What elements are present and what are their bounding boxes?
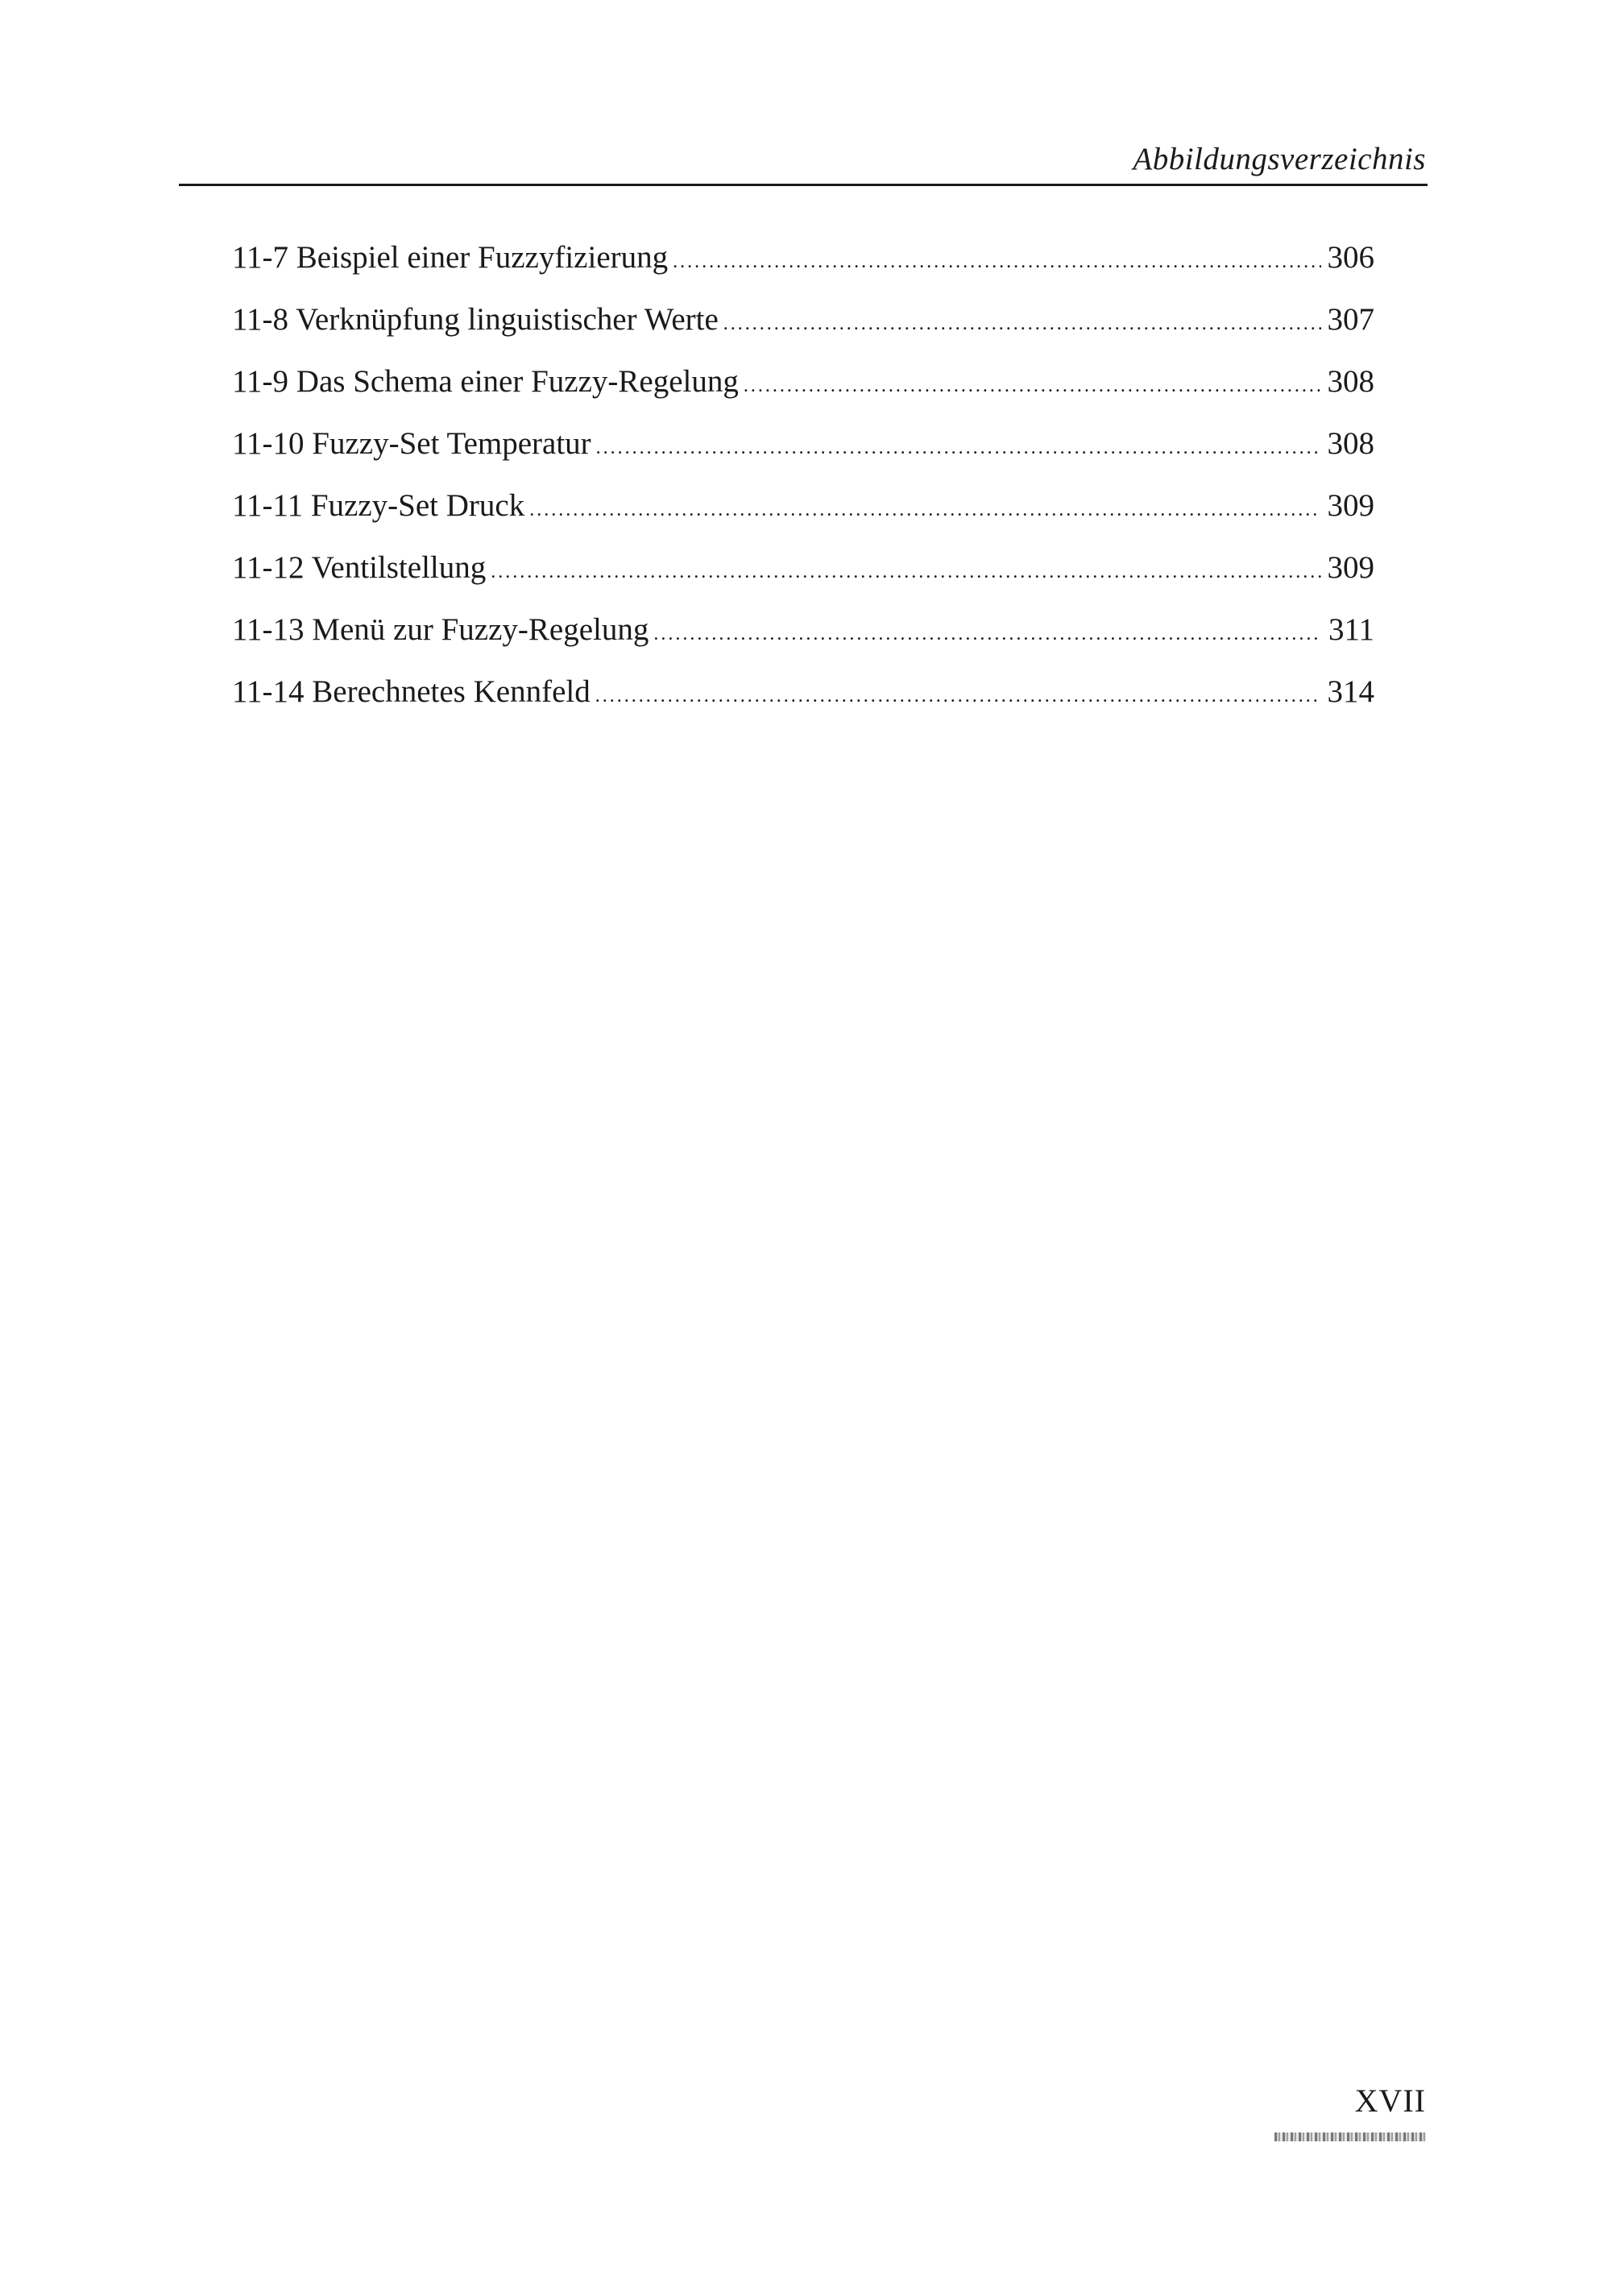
header-rule (179, 184, 1428, 186)
entry-page-number: 311 (1328, 612, 1374, 647)
dot-leader (673, 252, 1320, 271)
entry-page-number: 309 (1327, 550, 1374, 585)
page-number: XVII (1354, 2083, 1426, 2119)
entry-label: 11-8 Verknüpfung linguistischer Werte (232, 302, 719, 337)
toc-entry[interactable] (232, 614, 1374, 676)
entry-page-number: 314 (1327, 674, 1374, 709)
entry-page-number: 308 (1327, 364, 1374, 399)
dot-leader (529, 500, 1320, 520)
entry-label: 11-10 Fuzzy-Set Temperatur (232, 426, 591, 461)
toc-entry[interactable] (232, 366, 1374, 428)
entry-label: 11-7 Beispiel einer Fuzzyfizierung (232, 240, 669, 275)
dot-leader (653, 624, 1322, 644)
toc-entry[interactable] (232, 304, 1374, 366)
entry-label: 11-12 Ventilstellung (232, 550, 487, 585)
entry-label: 11-13 Menü zur Fuzzy-Regelung (232, 612, 649, 647)
entry-label: 11-14 Berechnetes Kennfeld (232, 674, 591, 709)
running-title: Abbildungsverzeichnis (1133, 142, 1426, 176)
dot-leader (744, 376, 1321, 396)
entry-page-number: 307 (1327, 302, 1374, 337)
entry-page-number: 309 (1327, 488, 1374, 523)
entry-page-number: 308 (1327, 426, 1374, 461)
scan-artifact (1274, 2132, 1426, 2141)
entry-label: 11-11 Fuzzy-Set Druck (232, 488, 525, 523)
dot-leader (491, 562, 1320, 582)
toc-entry[interactable] (232, 242, 1374, 304)
dot-leader (723, 314, 1321, 334)
toc-entry[interactable] (232, 676, 1374, 738)
entry-label: 11-9 Das Schema einer Fuzzy-Regelung (232, 364, 739, 399)
dot-leader (595, 686, 1321, 706)
toc-entry[interactable] (232, 490, 1374, 552)
entry-page-number: 306 (1327, 240, 1374, 275)
figure-list (232, 242, 1374, 738)
toc-entry[interactable] (232, 552, 1374, 614)
dot-leader (596, 438, 1321, 458)
toc-entry[interactable] (232, 428, 1374, 490)
